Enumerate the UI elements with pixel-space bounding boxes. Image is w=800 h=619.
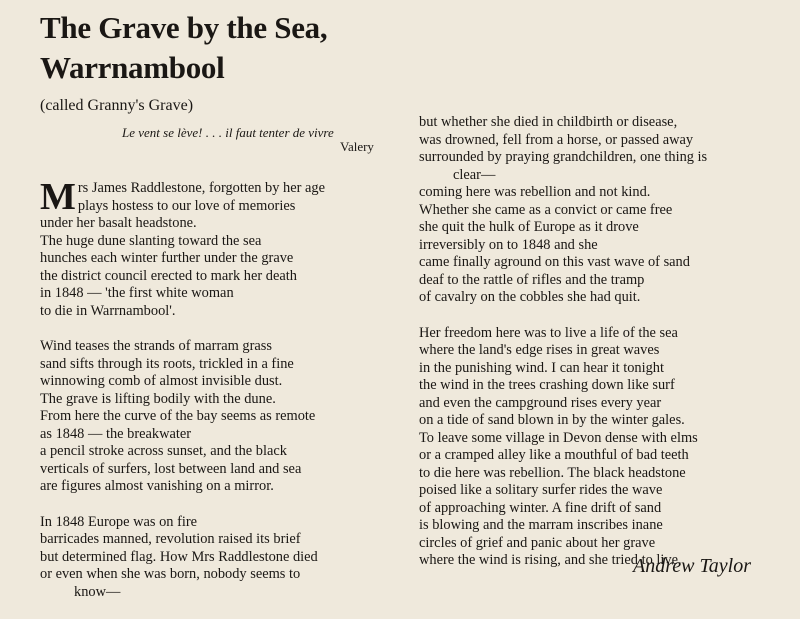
- first-line-text: rs James Raddlestone, forgotten by her age: [77, 180, 325, 196]
- poem-line: is blowing and the marram inscribes inane: [419, 517, 663, 533]
- poem-line: in the punishing wind. I can hear it tonight: [419, 359, 664, 376]
- poem-line: barricades manned, revolution raised its brief: [40, 531, 301, 547]
- poem-line: The huge dune slanting toward the sea: [40, 232, 262, 249]
- poem-line: the wind in the trees crashing down like surf: [419, 377, 675, 393]
- title-line-1: The Grave by the Sea,: [40, 10, 328, 45]
- poem-line: The grave is lifting bodily with the dune.: [40, 390, 276, 407]
- poem-line: where the wind is rising, and she tried to live.: [419, 552, 682, 568]
- stanza-1: [40, 176, 385, 320]
- poem-line: In 1848 Europe was on fire: [40, 513, 198, 530]
- poem-line: circles of grief and panic about her grave: [419, 534, 656, 551]
- poem-subtitle: (called Granny's Grave): [40, 97, 194, 114]
- poem-line: a pencil stroke across sunset, and the black: [40, 443, 287, 459]
- poem-line: the district council erected to mark her death: [40, 267, 297, 284]
- poem-line: Whether she came as a convict or came free: [419, 201, 673, 218]
- poem-line: was drowned, fell from a horse, or passed away: [419, 131, 694, 148]
- poem-line: where the land's edge rises in great waves: [419, 342, 660, 358]
- poem-line: winnowing comb of almost invisible dust.: [40, 373, 283, 389]
- poem-line: Her freedom here was to live a life of the sea: [419, 324, 678, 341]
- stanza-5: [419, 325, 789, 570]
- right-column: [419, 114, 789, 588]
- poem-line: and even the campground rises every year: [419, 394, 662, 411]
- poem-line: to die in Warrnambool'.: [40, 302, 176, 319]
- poem-line: plays hostess to our love of memories: [77, 197, 296, 214]
- poem-line: surrounded by praying grandchildren, one thing is: [419, 149, 708, 165]
- poem-line: From here the curve of the bay seems as remote: [40, 408, 316, 424]
- poem-line: she quit the hulk of Europe as it drove: [419, 219, 639, 235]
- poem-line: To leave some village in Devon dense with elms: [419, 429, 698, 446]
- poem-line: but determined flag. How Mrs Raddlestone died: [40, 548, 318, 565]
- left-column: [40, 176, 385, 619]
- poem-line: on a tide of sand blown in by the winter gales.: [419, 412, 685, 428]
- poem-line: came finally aground on this vast wave of sand: [419, 254, 690, 270]
- author-signature: Andrew Taylor: [633, 555, 751, 577]
- poem-line: clear—: [453, 166, 496, 183]
- poem-line: know—: [74, 583, 121, 600]
- poem-title: [40, 8, 327, 88]
- epigraph-author: Valery: [340, 139, 374, 154]
- poem-line: to die here was rebellion. The black headstone: [419, 464, 686, 481]
- poem-line: but whether she died in childbirth or disease,: [419, 114, 678, 130]
- poem-line: in 1848 — 'the first white woman: [40, 285, 234, 301]
- poem-line: Wind teases the strands of marram grass: [40, 338, 272, 354]
- poem-line: are figures almost vanishing on a mirror.: [40, 478, 274, 494]
- title-line-2: Warrnambool: [40, 50, 225, 85]
- poem-line: of cavalry on the cobbles she had quit.: [419, 289, 641, 305]
- drop-cap: M: [40, 176, 76, 218]
- poem-line: poised like a solitary surfer rides the wave: [419, 482, 663, 498]
- poem-line: verticals of surfers, lost between land and sea: [40, 460, 302, 477]
- poem-line: irreversibly on to 1848 and she: [419, 236, 598, 253]
- poem-line: coming here was rebellion and not kind.: [419, 184, 651, 200]
- stanza-4: [419, 114, 789, 307]
- poem-line: as 1848 — the breakwater: [40, 425, 192, 442]
- stanza-2: [40, 338, 385, 496]
- poem-line: or a cramped alley like a mouthful of bad teeth: [419, 447, 689, 463]
- poem-line: sand sifts through its roots, trickled in a fine: [40, 355, 294, 372]
- poem-line: deaf to the rattle of rifles and the tramp: [419, 271, 645, 288]
- poem-line: of approaching winter. A fine drift of sand: [419, 499, 662, 516]
- stanza-3: [40, 514, 385, 602]
- poem-line: hunches each winter further under the grave: [40, 250, 294, 266]
- poem-line: or even when she was born, nobody seems to: [40, 566, 301, 582]
- poem-line: under her basalt headstone.: [40, 215, 197, 231]
- epigraph-quote: Le vent se lève! . . . il faut tenter de vivre: [122, 125, 334, 140]
